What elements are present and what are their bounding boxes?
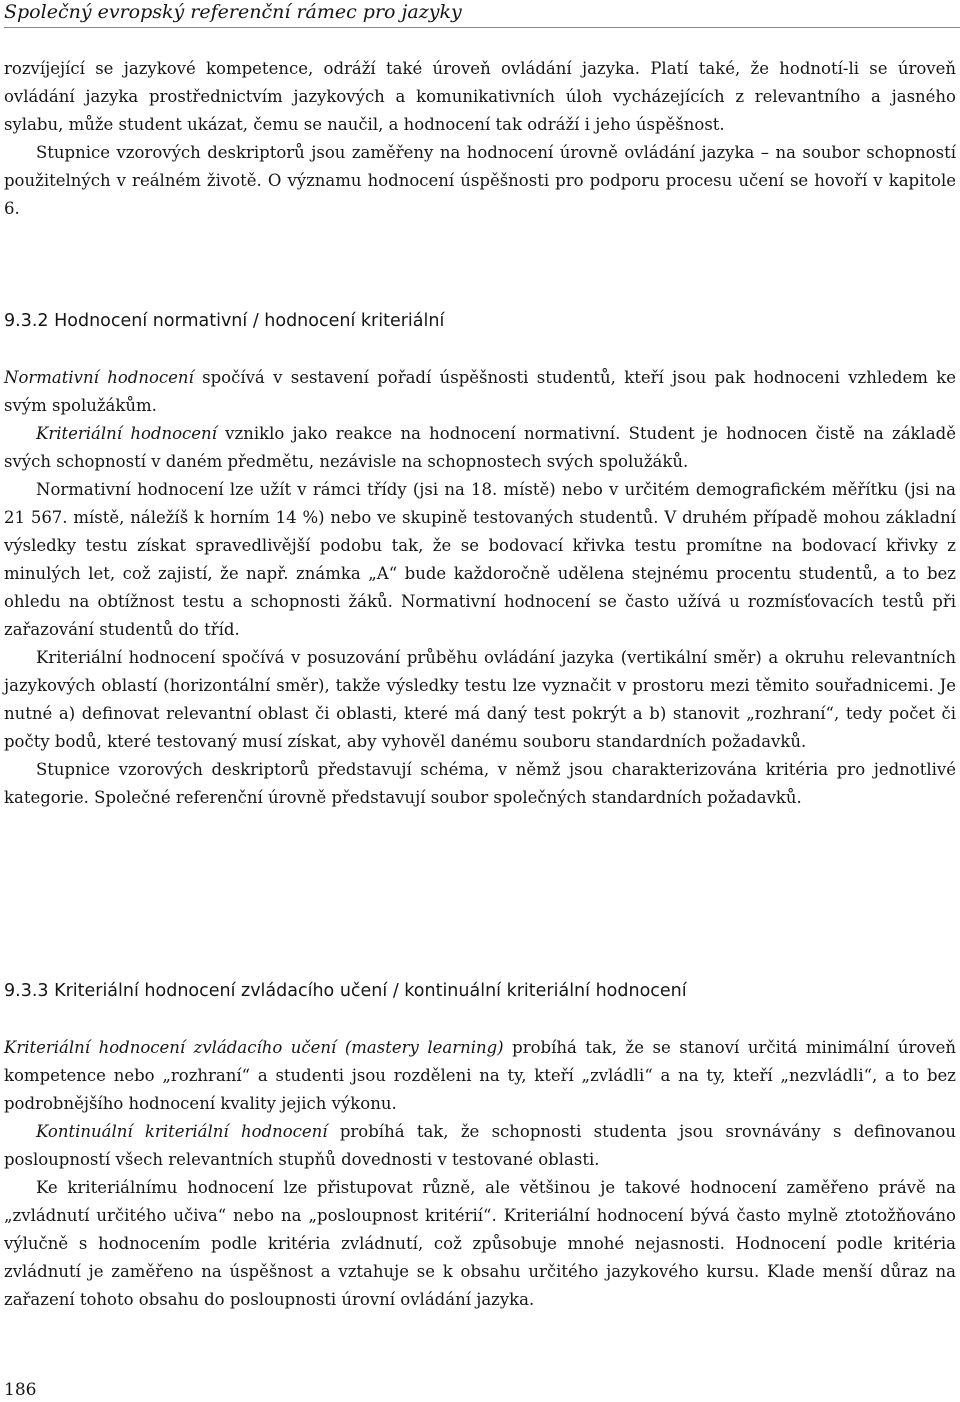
paragraph-continuum	[4, 1118, 956, 1174]
section-9-3-2-body	[4, 364, 956, 812]
paragraph-text: probíhá tak, že schopnosti studenta jsou srovnávány s definovanou posloupností všech relevantních stupňů dovednosti v testované oblasti.	[4, 1122, 956, 1169]
paragraph-text: spočívá v sestavení pořadí úspěšnosti studentů, kteří jsou pak hodnoceni vzhledem ke svým spolužákům.	[4, 368, 956, 415]
section-heading-9-3-3: 9.3.3 Kriteriální hodnocení zvládacího učení / kontinuální kriteriální hodnocení	[4, 981, 687, 1001]
paragraph-normative-usage: Normativní hodnocení lze užít v rámci třídy (jsi na 18. místě) nebo v určitém demografickém měřítku (jsi na 21 567. místě, náležíš k horním 14 %) nebo ve skupině testovaných studentů. V druhém případě mohou základní výsledky testu získat spravedlivější podobu tak, že se bodovací křivka testu promítne na bodovací křivky z minulých let, což zajistí, že např. známka „A“ bude každoročně udělena stejnému procentu studentů, a to bez ohledu na obtížnost testu a schopnosti žáků. Normativní hodnocení se často užívá u rozmísťovacích testů při zařazování studentů do tříd.	[4, 480, 956, 639]
intro-paragraph: rozvíjející se jazykové kompetence, odráží také úroveň ovládání jazyka. Platí také, že hodnotí-li se úroveň ovládání jazyka prostřednictvím jazykových a komunikativních úloh vycházejících z relevantního a jasného sylabu, může student ukázat, čemu se naučil, a hodnocení tak odráží i jeho úspěšnost.	[4, 59, 956, 134]
paragraph-approaches: Ke kriteriálnímu hodnocení lze přistupovat různě, ale většinou je takové hodnocení zaměřeno právě na „zvládnutí určitého učiva“ nebo na „posloupnost kritérií“. Kriteriální hodnocení bývá často mylně ztotožňováno výlučně s hodnocením podle kritéria zvládnutí, což způsobuje mnohé nejasnosti. Hodnocení podle kritéria zvládnutí je zaměřeno na úspěšnost a vztahuje se k obsahu určitého jazykového kursu. Klade menší důraz na zařazení tohoto obsahu do posloupnosti úrovní ovládání jazyka.	[4, 1178, 956, 1309]
intro-block	[4, 55, 956, 223]
paragraph-normative	[4, 364, 956, 420]
paragraph-text: probíhá tak, že se stanoví určitá minimální úroveň kompetence nebo „rozhraní“ a studenti jsou rozděleni na ty, kteří „zvládli“ a na ty, kteří „nezvládli“, a to bez podrobnějšího hodnocení kvality jejich výkonu.	[4, 1038, 956, 1113]
running-head: Společný evropský referenční rámec pro jazyky	[4, 0, 960, 28]
paragraph-text: vzniklo jako reakce na hodnocení normativní. Student je hodnocen čistě na základě svých schopností v daném předmětu, nezávisle na schopnostech svých spolužáků.	[4, 424, 956, 471]
term-mastery: Kriteriální hodnocení zvládacího učení (mastery learning)	[4, 1038, 504, 1057]
section-heading-9-3-2: 9.3.2 Hodnocení normativní / hodnocení kriteriální	[4, 311, 445, 331]
paragraph-descriptor-scales: Stupnice vzorových deskriptorů představují schéma, v němž jsou charakterizována kritéria pro jednotlivé kategorie. Společné referenční úrovně představují soubor společných standardních požadavků.	[4, 760, 956, 807]
paragraph-mastery	[4, 1034, 956, 1118]
page-number: 186	[4, 1380, 37, 1400]
term-continuum: Kontinuální kriteriální hodnocení	[36, 1122, 328, 1141]
term-criterial: Kriteriální hodnocení	[36, 424, 217, 443]
paragraph-criterial-usage: Kriteriální hodnocení spočívá v posuzování průběhu ovládání jazyka (vertikální směr) a okruhu relevantních jazykových oblastí (horizontální směr), takže výsledky testu lze vyznačit v prostoru mezi těmito souřadnicemi. Je nutné a) definovat relevantní oblast či oblasti, které má daný test pokrýt a b) stanovit „rozhraní“, tedy počet či počty bodů, které testovaný musí získat, aby vyhověl danému souboru standardních požadavků.	[4, 648, 956, 751]
section-9-3-3-body	[4, 1034, 956, 1314]
term-normative: Normativní hodnocení	[4, 368, 194, 387]
paragraph-criterial	[4, 420, 956, 476]
intro-paragraph: Stupnice vzorových deskriptorů jsou zaměřeny na hodnocení úrovně ovládání jazyka – na soubor schopností použitelných v reálném životě. O významu hodnocení úspěšnosti pro podporu procesu učení se hovoří v kapitole 6.	[4, 143, 956, 218]
